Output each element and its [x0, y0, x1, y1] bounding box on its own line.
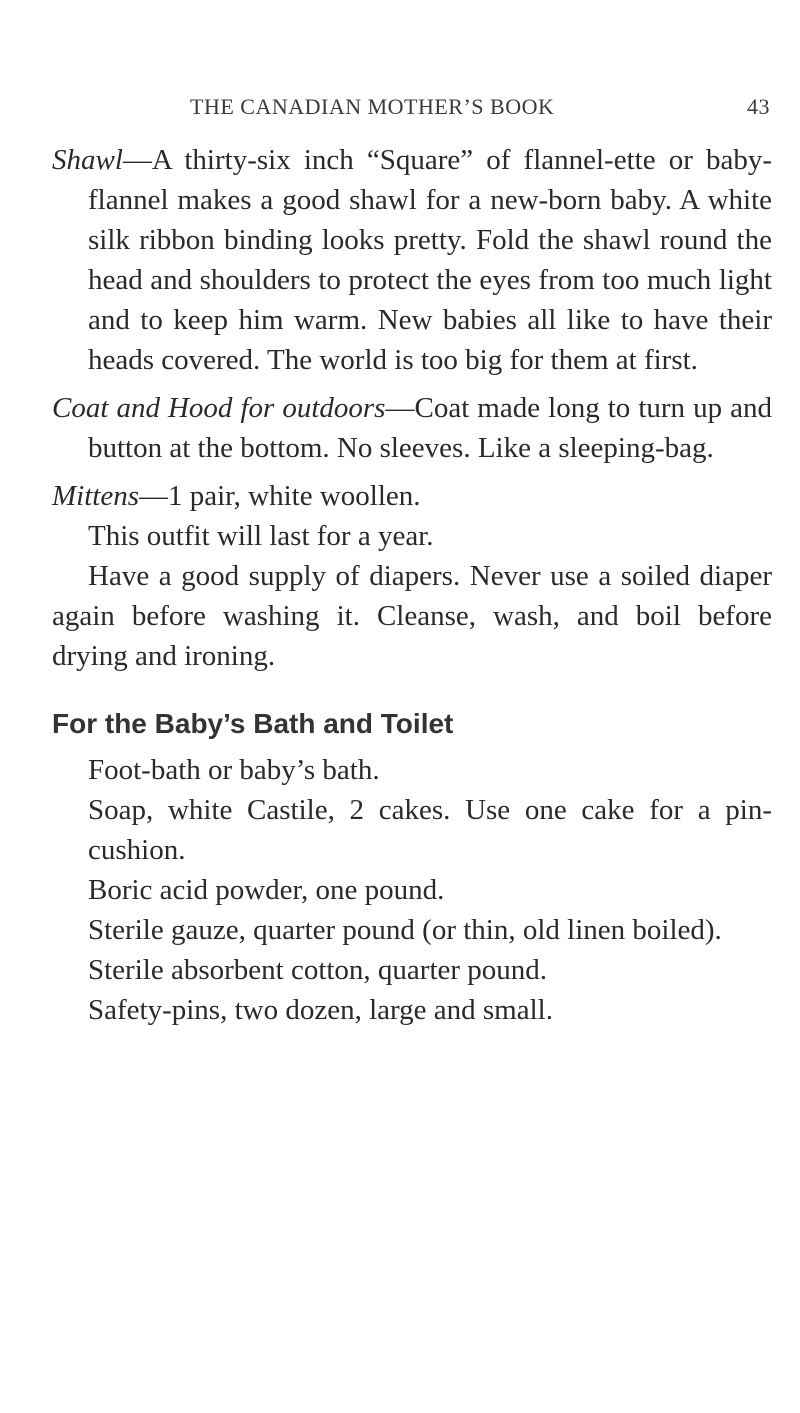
section-heading: For the Baby’s Bath and Toilet [52, 708, 454, 739]
entry-term: Coat and Hood for outdoors [52, 392, 386, 424]
entry-term: Shawl [52, 144, 123, 176]
running-head-title: THE CANADIAN MOTHER’S BOOK [190, 94, 555, 119]
paragraph-diapers: Have a good supply of diapers. Never use a soiled diaper again before washing it. Cleanse, wash, and boil before drying and ironing. [52, 560, 772, 672]
entry-text: —Coat made long to turn up and button at the bottom. No sleeves. Like a sleeping-bag. [88, 392, 772, 464]
entry-shawl [52, 140, 772, 380]
page-number: 43 [747, 94, 770, 119]
list-item: Boric acid powder, one pound. [88, 874, 445, 906]
entry-term: Mittens [52, 480, 139, 512]
body-text [52, 140, 772, 1030]
running-head [190, 94, 770, 124]
list-item: Soap, white Castile, 2 cakes. Use one cake for a pin-cushion. [88, 794, 772, 866]
paragraph-outfit: This outfit will last for a year. [88, 520, 434, 552]
list-item: Sterile gauze, quarter pound (or thin, old linen boiled). [88, 914, 722, 946]
entry-mittens [52, 476, 772, 516]
entry-coat-and-hood [52, 388, 772, 468]
list-item: Sterile absorbent cotton, quarter pound. [88, 954, 548, 986]
entry-text: —1 pair, white woollen. [139, 480, 421, 512]
list-item: Safety-pins, two dozen, large and small. [88, 994, 553, 1026]
list-item: Foot-bath or baby’s bath. [88, 754, 380, 786]
entry-text: —A thirty-six inch “Square” of flannel-ette or baby-flannel makes a good shawl for a new-born baby. A white silk ribbon binding looks pretty. Fold the shawl round the head and shoulders to protect the eyes from too much light and to keep him warm. New babies all like to have their heads covered. The world is too big for them at first. [88, 144, 772, 376]
